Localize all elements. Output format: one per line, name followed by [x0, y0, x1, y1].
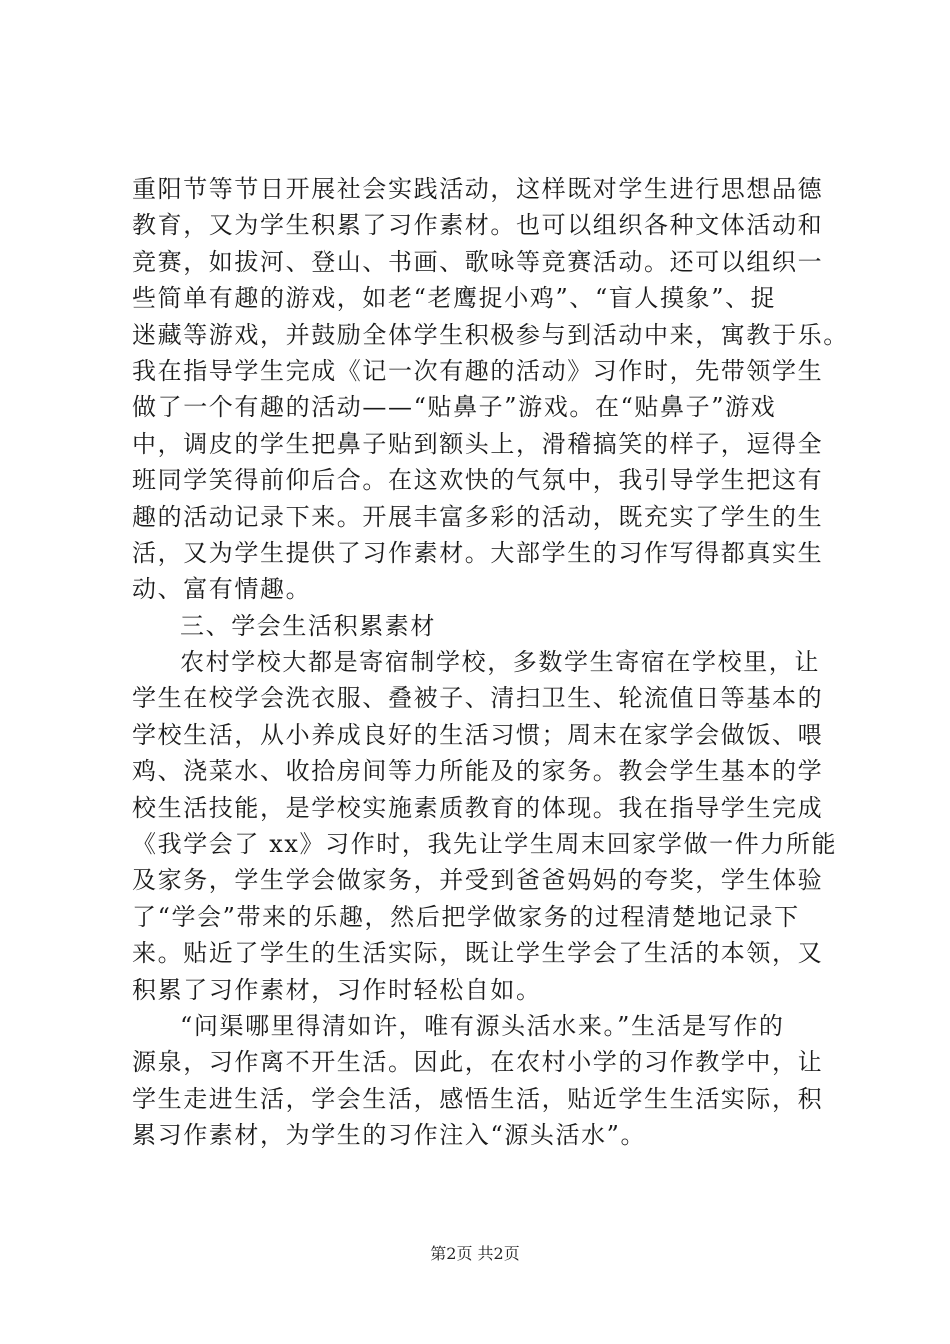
document-body	[132, 171, 849, 1154]
text-line: 学生走进生活，学会生活，感悟生活，贴近学生生活实际，积	[132, 1084, 824, 1113]
text-line: 源泉，习作离不开生活。因此，在农村小学的习作教学中，让	[132, 1048, 824, 1077]
text-line: 班同学笑得前仰后合。在这欢快的气氛中，我引导学生把这有	[132, 466, 824, 495]
text-line: 动、富有情趣。	[132, 575, 312, 604]
text-line: 教育，又为学生积累了习作素材。也可以组织各种文体活动和	[132, 211, 824, 240]
text-line: 积累了习作素材，习作时轻松自如。	[132, 975, 542, 1004]
text-line: 活，又为学生提供了习作素材。大部学生的习作写得都真实生	[132, 538, 824, 567]
text-line: 重阳节等节日开展社会实践活动，这样既对学生进行思想品德	[132, 175, 824, 203]
text-line: 鸡、浇菜水、收拾房间等力所能及的家务。教会学生基本的学	[132, 757, 824, 786]
text-line: 做了一个有趣的活动——“贴鼻子”游戏。在“贴鼻子”游戏	[132, 393, 777, 422]
text-line: 了“学会”带来的乐趣，然后把学做家务的过程清楚地记录下	[132, 902, 800, 931]
text-line: 学生在校学会洗衣服、叠被子、清扫卫生、轮流值日等基本的	[132, 684, 824, 713]
page-footer: 第2页 共2页	[430, 1244, 520, 1263]
text-line: 来。贴近了学生的生活实际，既让学生学会了生活的本领，又	[132, 939, 824, 968]
text-line: 些简单有趣的游戏，如老“老鹰捉小鸡”、“盲人摸象”、捉	[132, 284, 777, 313]
text-line: 迷藏等游戏，并鼓励全体学生积极参与到活动中来，寓教于乐。	[132, 320, 849, 349]
section-heading: 三、学会生活积累素材	[180, 611, 436, 640]
text-line: 累习作素材，为学生的习作注入“源头活水”。	[132, 1121, 647, 1150]
paragraph-start-line: “问渠哪里得清如许，唯有源头活水来。”生活是写作的	[180, 1011, 785, 1040]
text-line: 我在指导学生完成《记一次有趣的活动》习作时，先带领学生	[132, 356, 824, 385]
text-line: 中，调皮的学生把鼻子贴到额头上，滑稽搞笑的样子，逗得全	[132, 429, 824, 458]
text-line: 趣的活动记录下来。开展丰富多彩的活动，既充实了学生的生	[132, 502, 824, 531]
text-line: 校生活技能，是学校实施素质教育的体现。我在指导学生完成	[132, 793, 824, 822]
paragraph-start-line: 农村学校大都是寄宿制学校，多数学生寄宿在学校里，让	[180, 648, 820, 677]
text-line: 竞赛，如拔河、登山、书画、歌咏等竞赛活动。还可以组织一	[132, 247, 824, 276]
text-line: 《我学会了 xx》习作时，我先让学生周末回家学做一件力所能	[132, 830, 838, 859]
text-line: 学校生活，从小养成良好的生活习惯；周末在家学会做饭、喂	[132, 720, 824, 749]
text-line: 及家务，学生学会做家务，并受到爸爸妈妈的夸奖，学生体验	[132, 866, 824, 895]
